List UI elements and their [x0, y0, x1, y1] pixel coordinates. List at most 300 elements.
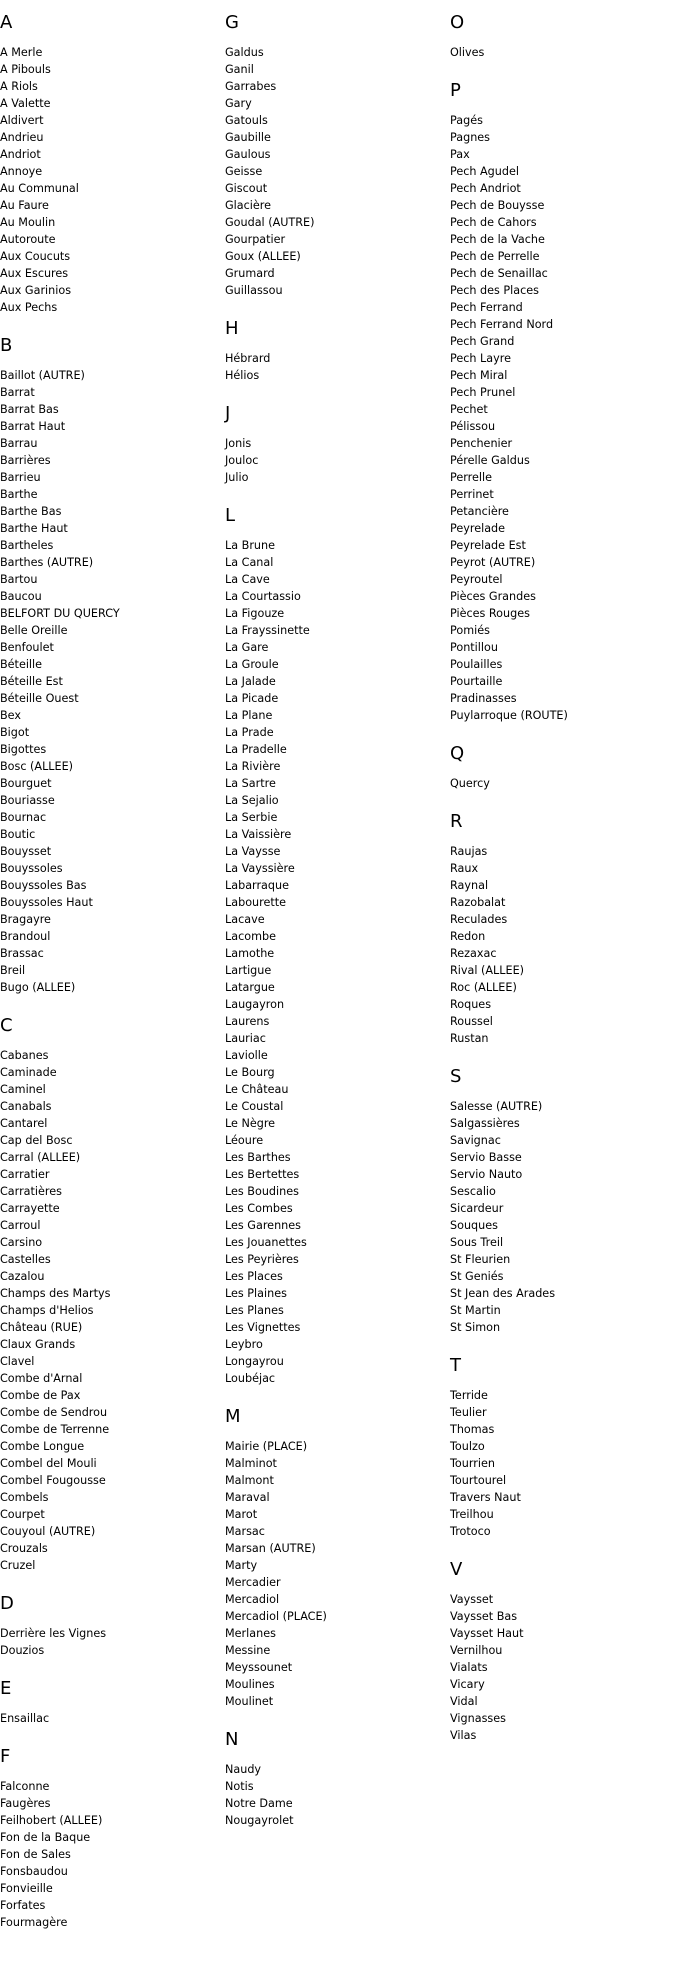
street-name: Labourette	[225, 896, 287, 909]
street-name: Vernilhou	[450, 1644, 503, 1657]
street-list	[225, 44, 450, 299]
section-letter-heading: R	[450, 811, 463, 832]
street-name: Thomas	[450, 1423, 495, 1436]
street-list	[225, 350, 450, 384]
street-name: La Rivière	[225, 760, 281, 773]
section-letter-heading: C	[0, 1015, 13, 1036]
street-name: Andriot	[0, 148, 41, 161]
street-name: Barrau	[0, 437, 38, 450]
street-name: Barthes (AUTRE)	[0, 556, 94, 569]
section-letter-heading: L	[225, 505, 236, 526]
street-name: Puylarroque (ROUTE)	[450, 709, 568, 722]
street-name: Terride	[450, 1389, 488, 1402]
street-name: Les Peyrières	[225, 1253, 299, 1266]
street-name: Maraval	[225, 1491, 270, 1504]
street-name: La Prade	[225, 726, 274, 739]
street-name: Julio	[225, 471, 249, 484]
street-name: Pax	[450, 148, 470, 161]
street-list	[0, 1625, 225, 1659]
street-name: Barrieu	[0, 471, 41, 484]
street-name: Notis	[225, 1780, 254, 1793]
street-name: Fon de Sales	[0, 1848, 71, 1861]
street-name: Bouyssoles Bas	[0, 879, 87, 892]
street-name: Bouyssoles Haut	[0, 896, 93, 909]
street-name: Pièces Rouges	[450, 607, 530, 620]
section-letter-heading: O	[450, 12, 465, 33]
street-name: La Jalade	[225, 675, 276, 688]
street-name: Pech Andriot	[450, 182, 521, 195]
street-name: Lacave	[225, 913, 265, 926]
street-name: Cantarel	[0, 1117, 48, 1130]
street-name: Gatouls	[225, 114, 268, 127]
street-name: Pech de Perrelle	[450, 250, 540, 263]
street-name: Pech des Places	[450, 284, 539, 297]
street-name: Pech Grand	[450, 335, 515, 348]
letter-section	[450, 743, 675, 792]
letter-section	[450, 1559, 675, 1744]
street-name: Goudal (AUTRE)	[225, 216, 315, 229]
street-name: Gaulous	[225, 148, 271, 161]
street-list	[225, 435, 450, 486]
street-name: Vialats	[450, 1661, 488, 1674]
street-name: Bartou	[0, 573, 38, 586]
street-name: St Fleurien	[450, 1253, 511, 1266]
letter-section	[225, 505, 450, 1387]
street-name: Peyrelade	[450, 522, 506, 535]
street-name: Château (RUE)	[0, 1321, 83, 1334]
street-name: Le Château	[225, 1083, 289, 1096]
street-name: La Picade	[225, 692, 279, 705]
street-name: Vignasses	[450, 1712, 506, 1725]
street-name: La Plane	[225, 709, 273, 722]
street-name: Belle Oreille	[0, 624, 68, 637]
street-name: Champs d'Helios	[0, 1304, 94, 1317]
street-name: Pechet	[450, 403, 488, 416]
street-name: Pech Ferrand Nord	[450, 318, 554, 331]
street-list	[450, 1098, 675, 1336]
street-name: Bouriasse	[0, 794, 55, 807]
street-name: Nougayrolet	[225, 1814, 294, 1827]
street-name: Malmont	[225, 1474, 274, 1487]
street-name: Béteille Ouest	[0, 692, 79, 705]
street-name: Le Nègre	[225, 1117, 276, 1130]
street-name: Vidal	[450, 1695, 478, 1708]
street-name: Claux Grands	[0, 1338, 76, 1351]
street-list	[450, 843, 675, 1047]
street-list	[225, 1761, 450, 1829]
street-name: Loubéjac	[225, 1372, 276, 1385]
section-letter-heading: N	[225, 1729, 239, 1750]
street-name: Meyssounet	[225, 1661, 293, 1674]
street-name: Rival (ALLEE)	[450, 964, 525, 977]
letter-section	[0, 1678, 225, 1727]
street-name: Pech Ferrand	[450, 301, 523, 314]
street-name: Falconne	[0, 1780, 50, 1793]
street-name: Baillot (AUTRE)	[0, 369, 85, 382]
street-name: Razobalat	[450, 896, 506, 909]
street-name: Les Jouanettes	[225, 1236, 307, 1249]
street-name: Combel Fougousse	[0, 1474, 106, 1487]
street-name: La Brune	[225, 539, 275, 552]
street-name: Aux Garinios	[0, 284, 72, 297]
street-name: Combe d'Arnal	[0, 1372, 83, 1385]
street-name: Sicardeur	[450, 1202, 504, 1215]
letter-section	[450, 12, 675, 61]
column-1	[0, 12, 225, 1950]
street-name: Pech Prunel	[450, 386, 516, 399]
street-name: Servio Nauto	[450, 1168, 523, 1181]
street-name: Guillassou	[225, 284, 283, 297]
street-list	[450, 1387, 675, 1540]
street-name: Pech de Senaillac	[450, 267, 548, 280]
street-name: Les Barthes	[225, 1151, 291, 1164]
street-name: Gaubille	[225, 131, 271, 144]
street-name: Forfates	[0, 1899, 46, 1912]
street-name: La Canal	[225, 556, 274, 569]
street-name: Barrat	[0, 386, 35, 399]
street-name: Peyrelade Est	[450, 539, 526, 552]
section-letter-heading: B	[0, 335, 13, 356]
street-name: Mercadier	[225, 1576, 281, 1589]
street-name: Hélios	[225, 369, 260, 382]
street-name: Bartheles	[0, 539, 54, 552]
street-name: Courpet	[0, 1508, 45, 1521]
street-name: Crouzals	[0, 1542, 48, 1555]
street-name: Barrières	[0, 454, 51, 467]
street-name: Pélissou	[450, 420, 496, 433]
street-name: Marty	[225, 1559, 258, 1572]
street-name: Douzios	[0, 1644, 45, 1657]
street-name: Jonis	[225, 437, 252, 450]
street-name: Quercy	[450, 777, 490, 790]
street-name: Raujas	[450, 845, 488, 858]
street-name: Mercadiol	[225, 1593, 280, 1606]
letter-section	[450, 80, 675, 724]
street-name: La Gare	[225, 641, 269, 654]
street-name: Le Coustal	[225, 1100, 284, 1113]
street-name: Carsino	[0, 1236, 43, 1249]
letter-section	[225, 403, 450, 486]
street-name: Pourtaille	[450, 675, 503, 688]
street-name: Les Plaines	[225, 1287, 287, 1300]
street-name: Olives	[450, 46, 485, 59]
street-name: Lacombe	[225, 930, 276, 943]
street-name: Tourtourel	[450, 1474, 507, 1487]
street-name: Giscout	[225, 182, 268, 195]
street-name: St Martin	[450, 1304, 501, 1317]
street-name: Canabals	[0, 1100, 52, 1113]
street-name: Caminel	[0, 1083, 46, 1096]
section-letter-heading: S	[450, 1066, 462, 1087]
street-name: Sous Treil	[450, 1236, 504, 1249]
street-name: Travers Naut	[450, 1491, 521, 1504]
street-list	[450, 775, 675, 792]
street-name: Les Garennes	[225, 1219, 301, 1232]
street-name: La Vayssière	[225, 862, 295, 875]
street-name: Pech de Cahors	[450, 216, 537, 229]
street-list	[0, 1778, 225, 1931]
street-name: Clavel	[0, 1355, 35, 1368]
street-name: Roussel	[450, 1015, 493, 1028]
letter-section	[450, 1066, 675, 1336]
street-list	[450, 44, 675, 61]
street-name: Fonvieille	[0, 1882, 53, 1895]
street-name: Messine	[225, 1644, 271, 1657]
street-name: St Geniés	[450, 1270, 504, 1283]
street-name: Souques	[450, 1219, 498, 1232]
street-name: Les Planes	[225, 1304, 284, 1317]
street-list	[450, 1591, 675, 1744]
street-name: Carratier	[0, 1168, 50, 1181]
street-name: Sescalio	[450, 1185, 496, 1198]
letter-section	[0, 12, 225, 316]
street-name: Lauriac	[225, 1032, 266, 1045]
street-name: Au Communal	[0, 182, 79, 195]
street-name: Feilhobert (ALLEE)	[0, 1814, 103, 1827]
street-name: Laurens	[225, 1015, 270, 1028]
street-name: La Vaysse	[225, 845, 281, 858]
street-name: Boutic	[0, 828, 36, 841]
street-name: Glacière	[225, 199, 272, 212]
street-name: Barthe Bas	[0, 505, 62, 518]
street-name: Cabanes	[0, 1049, 49, 1062]
street-name: Carroul	[0, 1219, 41, 1232]
street-name: Notre Dame	[225, 1797, 293, 1810]
street-name: Jouloc	[225, 454, 259, 467]
section-letter-heading: T	[450, 1355, 461, 1376]
street-name: Gourpatier	[225, 233, 286, 246]
street-name: Béteille Est	[0, 675, 63, 688]
street-list	[450, 112, 675, 724]
street-name: Vaysset Bas	[450, 1610, 518, 1623]
street-list	[0, 1710, 225, 1727]
street-name: Marsac	[225, 1525, 265, 1538]
street-name: Combe de Sendrou	[0, 1406, 108, 1419]
letter-section	[225, 1729, 450, 1829]
street-name: Pradinasses	[450, 692, 517, 705]
street-name: Carratières	[0, 1185, 62, 1198]
street-name: Andrieu	[0, 131, 44, 144]
street-name: Mairie (PLACE)	[225, 1440, 308, 1453]
street-name: Barrat Bas	[0, 403, 59, 416]
street-name: Bragayre	[0, 913, 51, 926]
street-name: BELFORT DU QUERCY	[0, 607, 120, 620]
street-name: Galdus	[225, 46, 264, 59]
street-name: Barthe Haut	[0, 522, 68, 535]
letter-section	[225, 318, 450, 384]
street-name: La Figouze	[225, 607, 285, 620]
street-name: Les Combes	[225, 1202, 293, 1215]
street-name: Penchenier	[450, 437, 513, 450]
street-name: Au Faure	[0, 199, 49, 212]
street-name: Vilas	[450, 1729, 477, 1742]
street-name: Les Places	[225, 1270, 283, 1283]
street-name: A Valette	[0, 97, 51, 110]
street-name: Malminot	[225, 1457, 277, 1470]
street-name: Perrelle	[450, 471, 492, 484]
street-name: Barrat Haut	[0, 420, 66, 433]
street-name: Caminade	[0, 1066, 57, 1079]
street-name: Lamothe	[225, 947, 275, 960]
street-name: Béteille	[0, 658, 43, 671]
street-name: Ensaillac	[0, 1712, 50, 1725]
street-name: Lartigue	[225, 964, 272, 977]
street-name: Peyroutel	[450, 573, 503, 586]
street-name: St Jean des Arades	[450, 1287, 556, 1300]
street-name: A Merle	[0, 46, 43, 59]
street-name: Grumard	[225, 267, 275, 280]
street-name: Vicary	[450, 1678, 485, 1691]
street-name: La Courtassio	[225, 590, 301, 603]
street-name: Toulzo	[450, 1440, 485, 1453]
street-name: Pech Agudel	[450, 165, 519, 178]
street-name: Tourrien	[450, 1457, 495, 1470]
street-name: Treilhou	[450, 1508, 494, 1521]
street-name: Perrinet	[450, 488, 494, 501]
letter-section	[0, 1593, 225, 1659]
street-name: Teulier	[450, 1406, 487, 1419]
street-name: Combe Longue	[0, 1440, 85, 1453]
letter-section	[450, 1355, 675, 1540]
column-2	[225, 12, 450, 1950]
street-list	[225, 537, 450, 1387]
street-name: Raynal	[450, 879, 489, 892]
street-name: Benfoulet	[0, 641, 54, 654]
street-list	[0, 44, 225, 316]
street-name: Fourmagère	[0, 1916, 68, 1929]
street-name: Léoure	[225, 1134, 264, 1147]
street-name: Merlanes	[225, 1627, 276, 1640]
street-name: Barthe	[0, 488, 38, 501]
letter-section	[225, 1406, 450, 1710]
street-name: Bigot	[0, 726, 30, 739]
street-name: Carral (ALLEE)	[0, 1151, 81, 1164]
street-name: Cruzel	[0, 1559, 36, 1572]
street-name: Goux (ALLEE)	[225, 250, 301, 263]
street-name: Au Moulin	[0, 216, 56, 229]
street-name: Aux Pechs	[0, 301, 58, 314]
street-name: Fon de la Baque	[0, 1831, 91, 1844]
street-name: A Riols	[0, 80, 38, 93]
street-name: Annoye	[0, 165, 43, 178]
street-name: Mercadiol (PLACE)	[225, 1610, 327, 1623]
street-name: Reculades	[450, 913, 508, 926]
street-name: Pièces Grandes	[450, 590, 536, 603]
section-letter-heading: G	[225, 12, 239, 33]
street-name: Garrabes	[225, 80, 277, 93]
street-name: Laugayron	[225, 998, 285, 1011]
street-name: La Cave	[225, 573, 270, 586]
street-name: Pagnes	[450, 131, 491, 144]
street-name: Geisse	[225, 165, 263, 178]
street-name: Bex	[0, 709, 21, 722]
street-name: Breil	[0, 964, 26, 977]
street-name: Savignac	[450, 1134, 501, 1147]
street-list	[0, 1047, 225, 1574]
street-name: Gary	[225, 97, 252, 110]
street-name: La Serbie	[225, 811, 278, 824]
street-name: Brandoul	[0, 930, 51, 943]
street-name: Salesse (AUTRE)	[450, 1100, 543, 1113]
street-name: Vaysset	[450, 1593, 494, 1606]
street-name: Faugères	[0, 1797, 51, 1810]
letter-section	[0, 335, 225, 996]
street-name: Pech de la Vache	[450, 233, 545, 246]
street-name: Le Bourg	[225, 1066, 275, 1079]
street-name: Bourguet	[0, 777, 52, 790]
street-name: Combe de Pax	[0, 1389, 81, 1402]
section-letter-heading: Q	[450, 743, 465, 764]
street-name: Cazalou	[0, 1270, 45, 1283]
street-name: Champs des Martys	[0, 1287, 111, 1300]
street-name: Longayrou	[225, 1355, 284, 1368]
street-name: Ganil	[225, 63, 254, 76]
street-name: Bouyssoles	[0, 862, 63, 875]
section-letter-heading: D	[0, 1593, 14, 1614]
street-name: Servio Basse	[450, 1151, 522, 1164]
street-name: Baucou	[0, 590, 42, 603]
street-name: Hébrard	[225, 352, 271, 365]
street-name: Castelles	[0, 1253, 51, 1266]
street-name: A Pibouls	[0, 63, 51, 76]
street-name: Marot	[225, 1508, 258, 1521]
street-name: Raux	[450, 862, 479, 875]
street-name: Aux Coucuts	[0, 250, 71, 263]
street-name: Moulinet	[225, 1695, 274, 1708]
street-list	[0, 367, 225, 996]
street-name: Bouysset	[0, 845, 52, 858]
street-name: La Vaissière	[225, 828, 292, 841]
street-name: Peyrot (AUTRE)	[450, 556, 536, 569]
street-name: Carrayette	[0, 1202, 60, 1215]
street-name: Rezaxac	[450, 947, 497, 960]
street-name: La Sejalio	[225, 794, 279, 807]
street-name: Moulines	[225, 1678, 275, 1691]
street-name: Salgassières	[450, 1117, 520, 1130]
street-name: Marsan (AUTRE)	[225, 1542, 316, 1555]
letter-section	[0, 1015, 225, 1574]
street-name: Pontillou	[450, 641, 498, 654]
street-name: Labarraque	[225, 879, 289, 892]
street-name: Aux Escures	[0, 267, 69, 280]
street-name: Cap del Bosc	[0, 1134, 73, 1147]
column-3	[450, 12, 675, 1950]
street-name: Combel del Mouli	[0, 1457, 97, 1470]
street-name: Latargue	[225, 981, 275, 994]
street-name: Combe de Terrenne	[0, 1423, 110, 1436]
section-letter-heading: A	[0, 12, 13, 33]
street-name: Bosc (ALLEE)	[0, 760, 74, 773]
letter-section	[0, 1746, 225, 1931]
street-name: Les Vignettes	[225, 1321, 301, 1334]
street-name: Les Boudines	[225, 1185, 299, 1198]
letter-section	[225, 12, 450, 299]
street-name: La Frayssinette	[225, 624, 310, 637]
street-name: Pech Layre	[450, 352, 511, 365]
street-name: Pérelle Galdus	[450, 454, 530, 467]
street-name: Pech Miral	[450, 369, 508, 382]
section-letter-heading: M	[225, 1406, 241, 1427]
street-name: La Groule	[225, 658, 279, 671]
street-name: La Sartre	[225, 777, 276, 790]
street-name: Vaysset Haut	[450, 1627, 524, 1640]
street-name: Couyoul (AUTRE)	[0, 1525, 96, 1538]
street-name: Aldivert	[0, 114, 44, 127]
section-letter-heading: J	[225, 403, 231, 424]
street-name: Bigottes	[0, 743, 47, 756]
street-name: Les Bertettes	[225, 1168, 300, 1181]
section-letter-heading: V	[450, 1559, 463, 1580]
